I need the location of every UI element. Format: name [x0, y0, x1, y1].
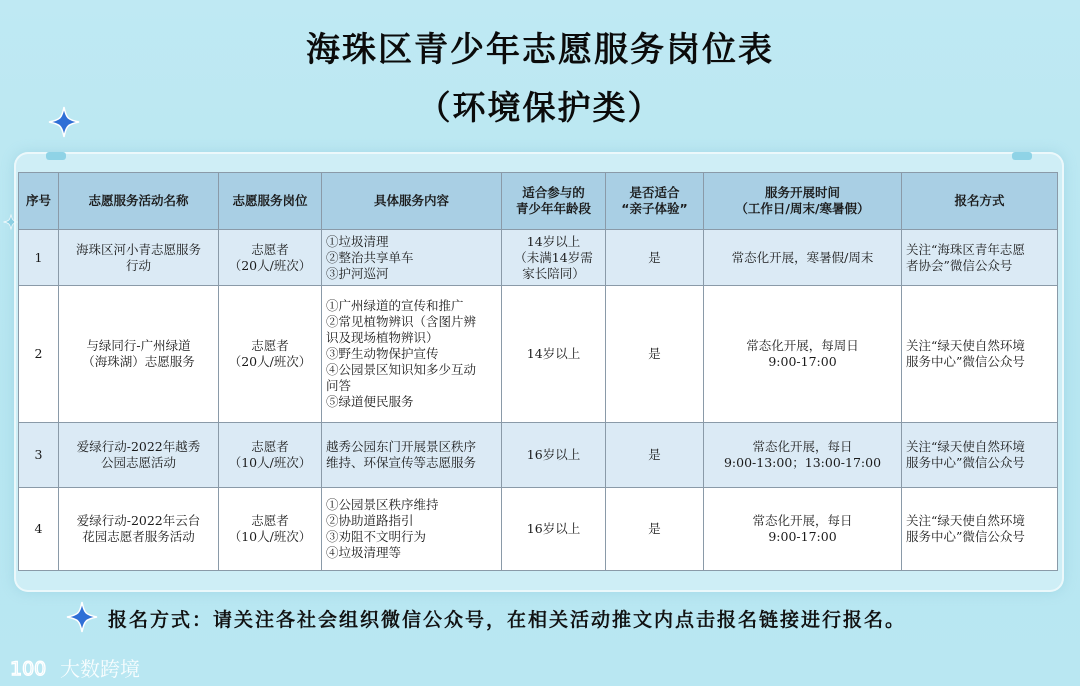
- table-row: [19, 488, 1058, 571]
- cell-line: 志愿服务活动名称: [88, 193, 189, 208]
- cell-line: 爱绿行动-2022年云台: [76, 513, 201, 528]
- service-content: [322, 230, 502, 286]
- cell-line: “亲子体验”: [621, 201, 688, 216]
- service-content: [322, 488, 502, 571]
- cell-line: （海珠湖）志愿服务: [82, 354, 195, 369]
- cell-line: （未满14岁需: [514, 249, 593, 265]
- logo-icon: [8, 656, 54, 680]
- cell-line: 青少年年龄段: [515, 201, 591, 216]
- service-time: [704, 423, 902, 488]
- cell-line: ④公园景区知识知多少互动: [326, 362, 477, 377]
- card-tab: [46, 152, 66, 160]
- table-row: [19, 230, 1058, 286]
- cell-line: 家长陪同）: [522, 265, 585, 281]
- cell-line: ②整治共享单车: [326, 249, 414, 265]
- cell-line: （20人/班次）: [228, 257, 312, 273]
- column-header: [606, 173, 704, 230]
- row-number: 3: [19, 423, 59, 488]
- cell-line: 海珠区河小青志愿服务: [75, 241, 201, 257]
- row-number: 4: [19, 488, 59, 571]
- signup-note: 报名方式：请关注各社会组织微信公众号，在相关活动推文内点击报名链接进行报名。: [108, 609, 907, 631]
- cell-line: 服务中心”微信公众号: [906, 354, 1025, 369]
- cell-line: 关注“绿天使自然环境: [906, 513, 1025, 528]
- cell-line: 问答: [326, 378, 352, 393]
- column-header: [902, 173, 1058, 230]
- cell-line: ①广州绿道的宣传和推广: [326, 298, 464, 313]
- cell-line: ③护河巡河: [326, 265, 389, 281]
- cell-line: 越秀公园东门开展景区秩序: [326, 439, 477, 454]
- family-experience: 是: [606, 230, 704, 286]
- table-header-row: [19, 173, 1058, 230]
- cell-line: （10人/班次）: [228, 455, 312, 470]
- page-title: 海珠区青少年志愿服务岗位表: [306, 30, 774, 70]
- cell-line: 报名方式: [954, 193, 1005, 208]
- cell-line: 花园志愿者服务活动: [82, 529, 195, 544]
- service-content: [322, 423, 502, 488]
- age-range: [502, 286, 606, 423]
- cell-line: 16岁以上: [526, 447, 581, 462]
- cell-line: 是否适合: [629, 185, 680, 200]
- cell-line: 常态化开展，每日: [752, 513, 853, 528]
- service-time: [704, 488, 902, 571]
- table-row: [19, 423, 1058, 488]
- service-post: [219, 286, 322, 423]
- family-experience: 是: [606, 488, 704, 571]
- cell-line: （10人/班次）: [228, 529, 312, 544]
- page-subtitle: （环境保护类）: [417, 88, 663, 127]
- cell-line: （工作日/周末/寒暑假）: [735, 201, 870, 216]
- cell-line: 服务中心”微信公众号: [906, 529, 1025, 544]
- cell-line: 志愿服务岗位: [232, 193, 308, 208]
- cell-line: 具体服务内容: [373, 193, 449, 208]
- activity-name: [59, 230, 219, 286]
- service-post: [219, 488, 322, 571]
- cell-line: 者协会”微信公众号: [906, 257, 1013, 273]
- cell-line: 行动: [125, 257, 151, 273]
- cell-line: 关注“海珠区青年志愿: [906, 241, 1025, 257]
- cell-line: 16岁以上: [526, 521, 581, 536]
- sparkle-icon: [66, 601, 98, 633]
- signup-method: [902, 488, 1058, 571]
- cell-line: ②协助道路指引: [326, 513, 414, 528]
- service-time: [704, 230, 902, 286]
- cell-line: 9:00-17:00: [768, 354, 837, 369]
- column-header: [59, 173, 219, 230]
- cell-line: 14岁以上: [526, 233, 581, 249]
- cell-line: 与绿同行-广州绿道: [86, 338, 191, 353]
- cell-line: ⑤绿道便民服务: [326, 394, 414, 409]
- cell-line: ①垃圾清理: [326, 233, 389, 249]
- cell-line: 9:00-17:00: [768, 529, 837, 544]
- cell-line: 序号: [25, 193, 51, 208]
- cell-line: ①公园景区秩序维持: [326, 497, 439, 512]
- cell-line: 志愿者: [251, 439, 289, 454]
- age-range: [502, 488, 606, 571]
- cell-line: 识及现场植物辨识）: [326, 330, 439, 345]
- family-experience: 是: [606, 286, 704, 423]
- signup-method: [902, 286, 1058, 423]
- signup-method: [902, 230, 1058, 286]
- service-time: [704, 286, 902, 423]
- cell-line: ④垃圾清理等: [326, 545, 402, 560]
- service-post: [219, 423, 322, 488]
- cell-line: 适合参与的: [522, 185, 585, 200]
- cell-line: 关注“绿天使自然环境: [906, 338, 1025, 353]
- age-range: [502, 230, 606, 286]
- cell-line: 服务开展时间: [764, 185, 840, 200]
- table-row: [19, 286, 1058, 423]
- cell-line: 常态化开展，每周日: [746, 338, 859, 353]
- watermark-text: 大数跨境: [60, 657, 140, 681]
- activity-name: [59, 488, 219, 571]
- service-post: [219, 230, 322, 286]
- cell-line: ③野生动物保护宣传: [326, 346, 439, 361]
- cell-line: 爱绿行动-2022年越秀: [76, 439, 201, 454]
- cell-line: 维持、环保宣传等志愿服务: [326, 455, 477, 470]
- volunteer-table: [18, 172, 1058, 571]
- cell-line: 服务中心”微信公众号: [906, 455, 1025, 470]
- activity-name: [59, 286, 219, 423]
- activity-name: [59, 423, 219, 488]
- cell-line: 14岁以上: [526, 346, 581, 361]
- cell-line: 志愿者: [251, 513, 289, 528]
- cell-line: 常态化开展，每日: [752, 439, 853, 454]
- cell-line: 公园志愿活动: [100, 455, 176, 470]
- family-experience: 是: [606, 423, 704, 488]
- watermark: [8, 653, 140, 682]
- cell-line: 关注“绿天使自然环境: [906, 439, 1025, 454]
- cell-line: 9:00-13:00；13:00-17:00: [723, 455, 882, 470]
- age-range: [502, 423, 606, 488]
- column-header: [704, 173, 902, 230]
- card-tab: [1012, 152, 1032, 160]
- cell-line: ③劝阻不文明行为: [326, 529, 427, 544]
- cell-line: （20人/班次）: [228, 354, 312, 369]
- column-header: [502, 173, 606, 230]
- cell-line: 常态化开展，寒暑假/周末: [731, 249, 874, 265]
- signup-method: [902, 423, 1058, 488]
- column-header: [19, 173, 59, 230]
- row-number: 2: [19, 286, 59, 423]
- row-number: 1: [19, 230, 59, 286]
- column-header: [219, 173, 322, 230]
- cell-line: ②常见植物辨识（含图片辨: [326, 314, 477, 329]
- column-header: [322, 173, 502, 230]
- logo-text: 100: [10, 657, 47, 680]
- cell-line: 志愿者: [251, 338, 289, 353]
- cell-line: 志愿者: [251, 241, 289, 257]
- service-content: [322, 286, 502, 423]
